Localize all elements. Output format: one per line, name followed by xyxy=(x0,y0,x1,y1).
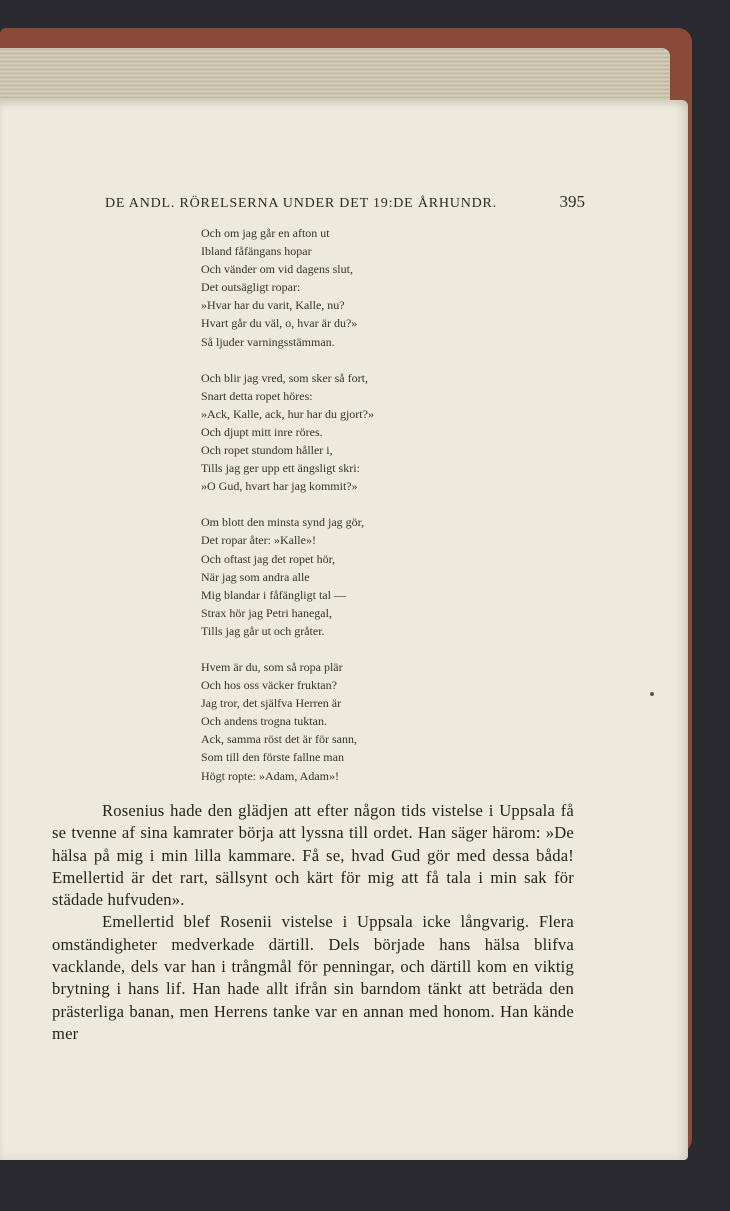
poem-line: Som till den förste fallne man xyxy=(201,750,344,765)
running-head xyxy=(105,192,585,212)
running-head-title: DE ANDL. RÖRELSERNA UNDER DET 19:DE ÅRHUNDR. xyxy=(105,196,497,211)
poem-line: Och ropet stundom håller i, xyxy=(201,443,333,458)
poem-stanza xyxy=(201,224,374,351)
poem-line: »Hvar har du varit, Kalle, nu? xyxy=(201,298,345,313)
poem-line: Tills jag ger upp ett ängsligt skri: xyxy=(201,461,360,476)
poem-line: Mig blandar i fåfängligt tal — xyxy=(201,587,346,602)
poem-line: Så ljuder varningsstämman. xyxy=(201,334,335,349)
poem-line: Ibland fåfängans hopar xyxy=(201,244,312,259)
poem-line: Och blir jag vred, som sker så fort, xyxy=(201,370,368,385)
poem-stanza xyxy=(201,369,374,496)
poem-line: Strax hör jag Petri hanegal, xyxy=(201,605,332,620)
poem-line: Hvem är du, som så ropa plär xyxy=(201,659,343,674)
poem xyxy=(201,224,374,803)
poem-line: »Ack, Kalle, ack, hur har du gjort?» xyxy=(201,406,374,421)
poem-line: »O Gud, hvart har jag kommit?» xyxy=(201,479,358,494)
poem-line: Snart detta ropet höres: xyxy=(201,388,313,403)
poem-line: Om blott den minsta synd jag gör, xyxy=(201,515,365,530)
prose-paragraph: Emellertid blef Rosenii vistelse i Uppsala icke långvarig. Flera omständigheter medverkade därtill. Dels började hans hälsa blifva vacklande, dels var han i trångmål för penningar, och därtill kom en viktig brytning i hans lif. Han hade allt ifrån sin barndom tänkt att beträda den prästerliga banan, men Herrens tanke var en annan med honom. Han kände mer xyxy=(52,912,574,1043)
poem-line: Hvart går du väl, o, hvar är du?» xyxy=(201,316,358,331)
poem-line: Jag tror, det själfva Herren är xyxy=(201,696,342,711)
poem-stanza xyxy=(201,513,374,640)
poem-line: Och om jag går en afton ut xyxy=(201,226,330,240)
poem-line: Och oftast jag det ropet hör, xyxy=(201,551,336,566)
poem-line: När jag som andra alle xyxy=(201,569,310,584)
poem-line: Och djupt mitt inre röres. xyxy=(201,424,323,439)
poem-line: Och hos oss väcker fruktan? xyxy=(201,678,337,693)
paper-speck xyxy=(650,692,654,696)
poem-line: Högt ropte: »Adam, Adam»! xyxy=(201,768,339,783)
prose-body xyxy=(52,800,574,1045)
page-edges xyxy=(0,48,670,104)
poem-line: Tills jag går ut och gråter. xyxy=(201,623,325,638)
poem-line: Och vänder om vid dagens slut, xyxy=(201,262,353,277)
poem-line: Ack, samma röst det är för sann, xyxy=(201,732,357,747)
poem-line: Det outsägligt ropar: xyxy=(201,280,301,295)
prose-paragraph: Rosenius hade den glädjen att efter någon tids vistelse i Uppsala få se tvenne af sina kamrater börja att lyssna till ordet. Han säger härom: »De hälsa på mig i min lilla kammare. Få se, hvad Gud gör med dessa båda! Emellertid är det rart, sällsynt och kärt för mig att få tala i min sak för städade hufvuden». xyxy=(52,801,574,910)
poem-stanza xyxy=(201,658,374,785)
page-number: 395 xyxy=(559,192,585,211)
poem-line: Det ropar åter: »Kalle»! xyxy=(201,533,316,548)
poem-line: Och andens trogna tuktan. xyxy=(201,714,327,729)
